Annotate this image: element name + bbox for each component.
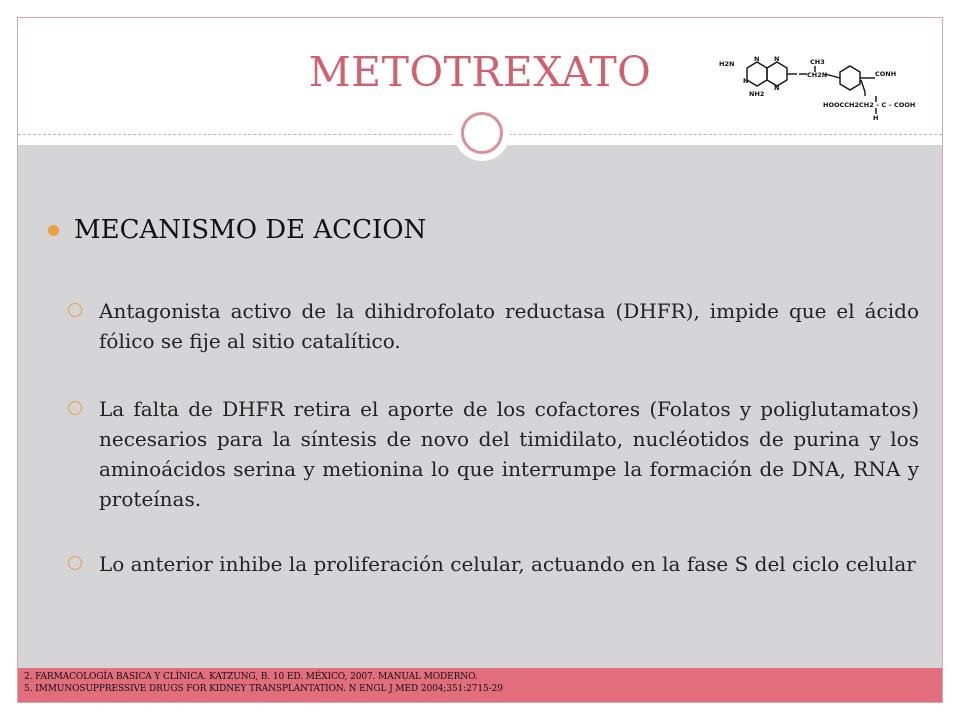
ring-icon bbox=[461, 112, 503, 154]
list-item bbox=[68, 394, 920, 514]
hollow-circle-bullet-icon bbox=[68, 401, 82, 415]
molecule-label-ch2n: CH2N bbox=[807, 71, 828, 79]
molecule-label-conh: CONH bbox=[875, 70, 897, 78]
molecule-label-h2n: H2N bbox=[719, 60, 735, 68]
reference-1: 2. FARMACOLOGÍA BASICA Y CLÍNICA. KATZUNG, B. 10 ED. MÉXICO, 2007. MANUAL MODERNO. bbox=[24, 672, 478, 682]
filled-circle-bullet-icon bbox=[48, 225, 59, 236]
reference-2: 5. IMMUNOSUPPRESSIVE DRUGS FOR KIDNEY TRANSPLANTATION. N ENGL J MED 2004;351:2715-29 bbox=[24, 684, 503, 694]
list-item-text: La falta de DHFR retira el aporte de los cofactores (Folatos y poliglutamatos) necesarios para la síntesis de novo del timidilato, nucléotidos de purina y los aminoácidos serina y metionina lo que interrumpe la formación de DNA, RNA y proteínas. bbox=[99, 397, 919, 511]
heading-row bbox=[48, 212, 426, 248]
methotrexate-structure-image bbox=[715, 52, 930, 120]
molecule-label-n2: N bbox=[774, 55, 780, 63]
slide-title: METOTREXATO bbox=[308, 48, 652, 96]
molecule-label-nh2: NH2 bbox=[749, 90, 765, 98]
list-item bbox=[68, 549, 920, 579]
molecule-label-n4: N bbox=[774, 84, 780, 92]
molecule-label-h: H bbox=[873, 114, 879, 120]
hollow-circle-bullet-icon bbox=[68, 556, 82, 570]
molecule-label-side-chain: HOOCCH2CH2 – C – COOH bbox=[823, 101, 916, 109]
molecule-label-n3: N bbox=[743, 77, 749, 85]
molecule-label-n1: N bbox=[754, 55, 760, 63]
list-item-text: Antagonista activo de la dihidrofolato reductasa (DHFR), impide que el ácido fólico se fije al sitio catalítico. bbox=[99, 299, 919, 353]
section-heading: MECANISMO DE ACCION bbox=[74, 215, 427, 245]
list-item bbox=[68, 296, 920, 356]
molecule-label-ch3: CH3 bbox=[810, 58, 825, 66]
hollow-circle-bullet-icon bbox=[68, 303, 82, 317]
list-item-text: Lo anterior inhibe la proliferación celular, actuando en la fase S del ciclo celular bbox=[99, 552, 916, 576]
